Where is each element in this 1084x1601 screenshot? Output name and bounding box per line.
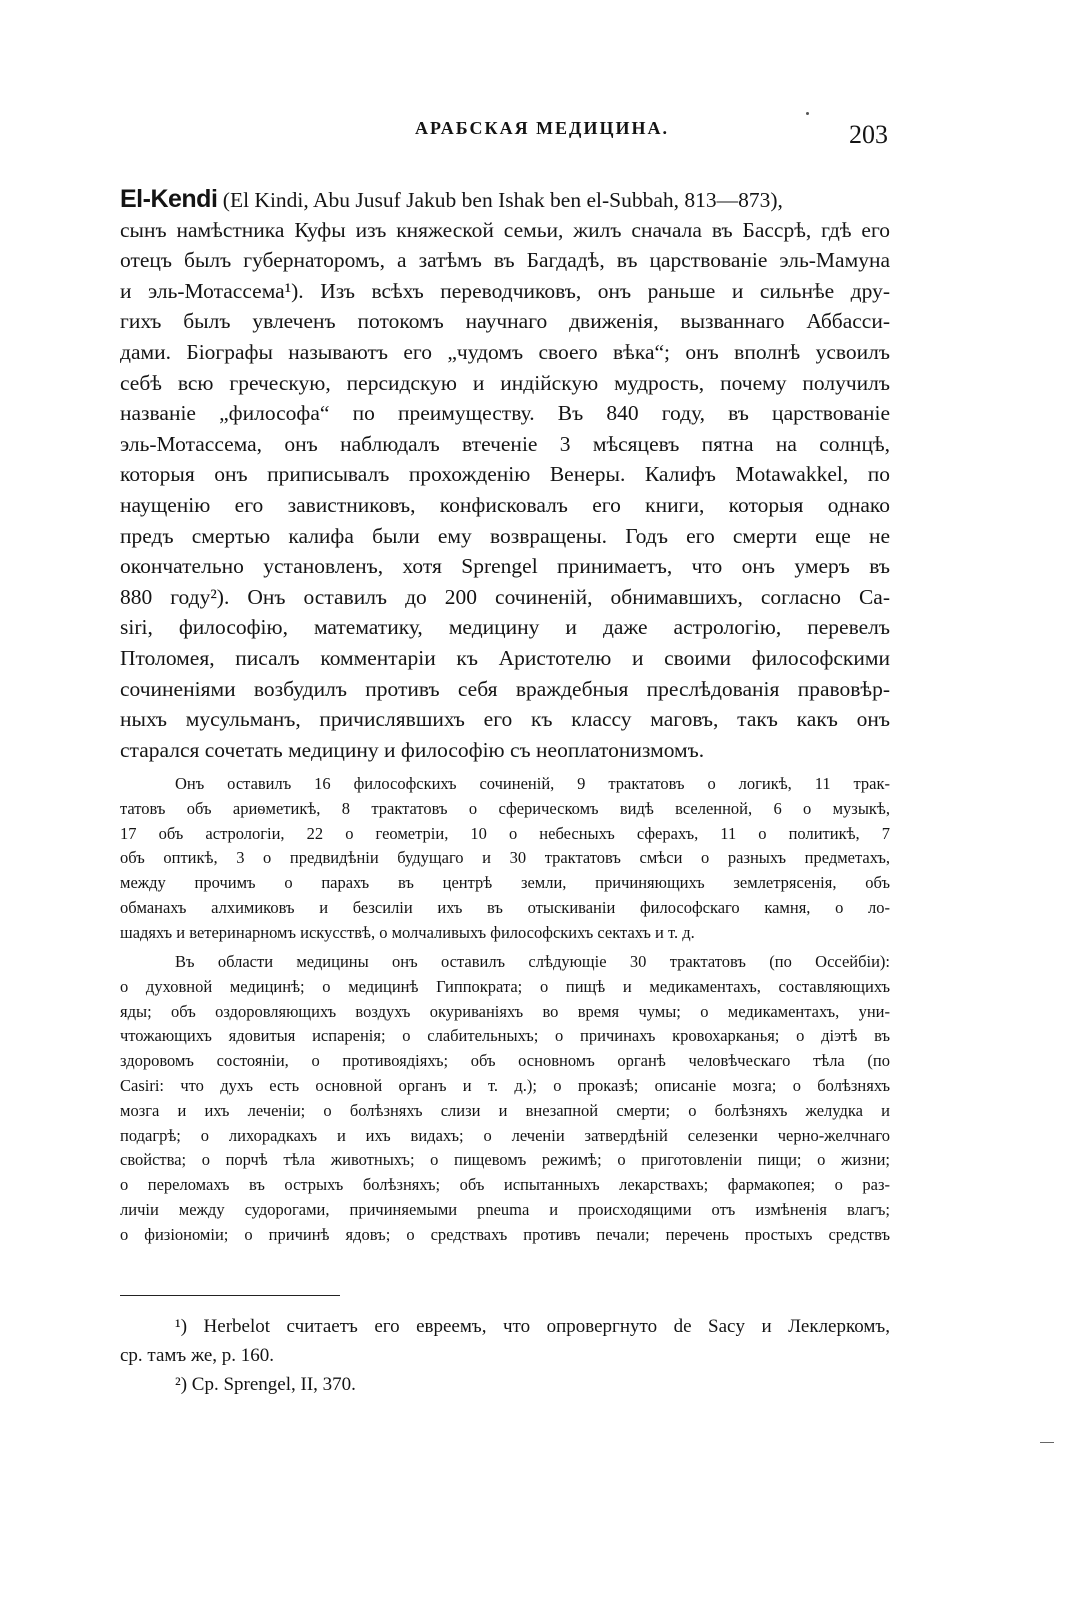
text-line: 880 году²). Онъ оставилъ до 200 сочиненій, обнимавшихъ, согласно Са- — [120, 584, 890, 609]
margin-mark — [1040, 1442, 1054, 1443]
text-line: Онъ оставилъ 16 философскихъ сочиненій, 9 трактатовъ о логикѣ, 11 трак- — [175, 774, 890, 793]
running-header: АРАБСКАЯ МЕДИЦИНА. — [415, 118, 669, 138]
footnote-1-continuation: ср. тамъ же, p. 160. — [120, 1345, 275, 1366]
text-line: сынъ намѣстника Куфы изъ княжеской семьи, жилъ сначала въ Бассрѣ, гдѣ его — [120, 217, 890, 242]
text-line: 17 объ астрологіи, 22 о геометріи, 10 о небесныхъ сферахъ, 11 о политикѣ, 7 — [120, 823, 890, 843]
text-line: чтожающихъ ядовитыя испаренія; о слабительныхъ; о причинахъ кровохарканья; о діэтѣ въ — [120, 1026, 890, 1046]
text-line: обманахъ алхимиковъ и безсиліи ихъ въ отыскиваніи философскаго камня, о ло- — [120, 897, 890, 917]
text-line: дами. Біографы называютъ его „чудомъ своего вѣка“; онъ вполнѣ усвоилъ — [120, 339, 890, 364]
text-line: которыя онъ приписывалъ прохожденію Венеры. Калифъ Motawakkel, по — [120, 462, 890, 487]
text-line — [120, 184, 890, 215]
text-line: яды; объ оздоровляющихъ воздухъ окуриваніяхъ во время чумы; о медикаментахъ, уни- — [120, 1001, 890, 1021]
ink-speck — [806, 112, 809, 115]
text-line-content: (El Kindi, Abu Jusuf Jakub ben Ishak ben el-Subbah, 813—873), — [217, 188, 783, 212]
text-line: ныхъ мусульманъ, причислявшихъ его къ классу маговъ, такъ какъ онъ — [120, 707, 890, 732]
footnote-1: ¹) Herbelot считаетъ его евреемъ, что опровергнуто de Sacy и Леклеркомъ, — [175, 1316, 890, 1337]
text-line: эль-Мотассема, онъ наблюдалъ втеченіе 3 мѣсяцевъ пятна на солнцѣ, — [120, 431, 890, 456]
footnote-2: ²) Ср. Sprengel, II, 370. — [175, 1374, 356, 1395]
main-paragraph — [120, 184, 890, 765]
text-line: здоровомъ состояніи, о противоядіяхъ; объ основномъ органѣ человѣческаго тѣла (по — [120, 1051, 890, 1071]
text-line: Casiri: что духъ есть основной органъ и т. д.); о проказѣ; описаніе мозга; о болѣзняхъ — [120, 1075, 890, 1095]
text-line: о физіономіи; о причинѣ ядовъ; о средствахъ противъ печали; перечень простыхъ средствъ — [120, 1224, 890, 1244]
text-line: названіе „философа“ по преимуществу. Въ 840 году, въ царствованіе — [120, 401, 890, 426]
text-line: объ оптикѣ, 3 о предвидѣніи будущаго и 30 трактатовъ смѣси о разныхъ предметахъ, — [120, 848, 890, 868]
works-list-paragraph — [120, 772, 890, 946]
text-line: подагрѣ; о лихорадкахъ и ихъ видахъ; о леченіи затвердѣній селезенки черно-желчнаго — [120, 1125, 890, 1145]
text-line: Въ области медицины онъ оставилъ слѣдующіе 30 трактатовъ (по Оссейбіи): — [175, 952, 890, 971]
footnotes — [120, 1312, 890, 1399]
text-line: и эль-Мотассема¹). Изъ всѣхъ переводчиковъ, онъ раньше и сильнѣе дру- — [120, 278, 890, 303]
text-line: о духовной медицинѣ; о медицинѣ Гиппократа; о пищѣ и медикаментахъ, составляющихъ — [120, 976, 890, 996]
text-line: предъ смертью калифа были ему возвращены. Годъ его смерти еще не — [120, 523, 890, 548]
text-line: отецъ былъ губернаторомъ, а затѣмъ въ Багдадѣ, въ царствованіе эль-Мамуна — [120, 248, 890, 273]
text-line: о переломахъ въ острыхъ болѣзняхъ; объ испытанныхъ лекарствахъ; фармакопея; о раз- — [120, 1175, 890, 1195]
text-line: между прочимъ о парахъ въ центрѣ земли, причиняющихъ землетрясенія, объ — [120, 873, 890, 893]
text-line: свойства; о порчѣ тѣла животныхъ; о пищевомъ режимѣ; о приготовленіи пищи; о жизни; — [120, 1150, 890, 1170]
text-line: окончательно установленъ, хотя Sprengel принимаетъ, что онъ умеръ въ — [120, 554, 890, 579]
text-line: личіи между судорогами, причиняемыми pneuma и происходящими отъ измѣненія влагъ; — [120, 1199, 890, 1219]
text-line: наущенію его завистниковъ, конфисковалъ его книги, которыя однако — [120, 492, 890, 517]
text-line: гихъ былъ увлеченъ потокомъ научнаго движенія, вызваннаго Аббасси- — [120, 309, 890, 334]
page-number: 203 — [849, 120, 888, 149]
text-line: татовъ объ ариѳметикѣ, 8 трактатовъ о сферическомъ видѣ вселенной, 6 о музыкѣ, — [120, 798, 890, 818]
text-line: siri, философію, математику, медицину и даже астрологію, перевелъ — [120, 615, 890, 640]
text-line: старался сочетать медицину и философію съ неоплатонизмомъ. — [120, 737, 705, 762]
text-line: мозга и ихъ леченіи; о болѣзняхъ слизи и внезапной смерти; о болѣзняхъ желудка и — [120, 1100, 890, 1120]
footnote-divider — [120, 1295, 340, 1296]
lead-term: El-Kendi — [120, 185, 218, 213]
text-line: себѣ всю греческую, персидскую и индійскую мудрость, почему получилъ — [120, 370, 890, 395]
text-line: шадяхъ и ветеринарномъ искусствѣ, о молчаливыхъ философскихъ сектахъ и т. д. — [120, 922, 695, 942]
text-line: Птоломея, писалъ комментаріи къ Аристотелю и своими философскими — [120, 645, 890, 670]
text-line: сочиненіями возбудилъ противъ себя враждебныя преслѣдованія правовѣр- — [120, 676, 890, 701]
medical-works-paragraph — [120, 950, 890, 1248]
